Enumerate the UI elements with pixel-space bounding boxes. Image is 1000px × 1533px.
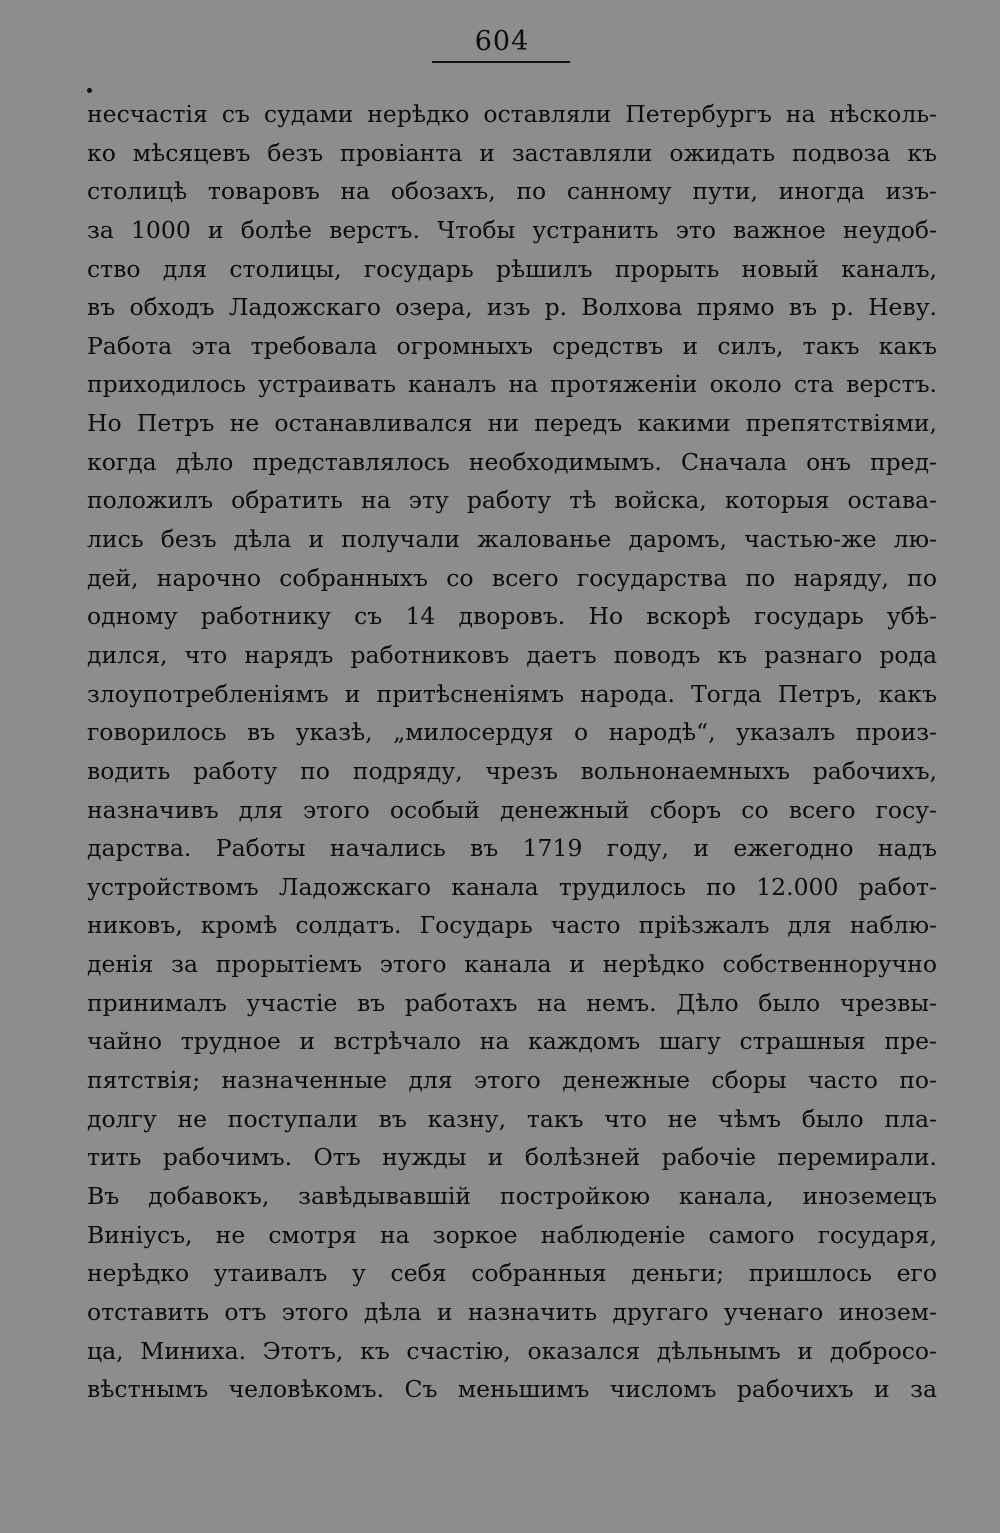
text-line: злоупотребленіямъ и притѣсненіямъ народа. Тогда Петръ, какъ: [87, 679, 937, 708]
text-line: ство для столицы, государь рѣшилъ прорыть новый каналъ,: [87, 254, 937, 283]
text-line: ца, Миниха. Этотъ, къ счастію, оказался дѣльнымъ и добросо-: [87, 1336, 937, 1365]
text-line: тить рабочимъ. Отъ нужды и болѣзней рабочіе перемирали.: [87, 1143, 937, 1172]
text-line: ко мѣсяцевъ безъ провіанта и заставляли ожидать подвоза къ: [87, 138, 937, 167]
text-line: устройствомъ Ладожскаго канала трудилось по 12.000 работ-: [87, 872, 937, 901]
text-line: положилъ обратить на эту работу тѣ войска, которыя остава-: [87, 486, 937, 515]
text-line: Но Петръ не останавливался ни передъ какими препятствіями,: [87, 409, 937, 438]
text-line: назначивъ для этого особый денежный сборъ со всего госу-: [87, 795, 937, 824]
text-line: водить работу по подряду, чрезъ вольнонаемныхъ рабочихъ,: [87, 756, 937, 785]
text-line: дей, нарочно собранныхъ со всего государства по наряду, по: [87, 563, 937, 592]
page-number-rule: [432, 61, 570, 63]
text-line: принималъ участіе въ работахъ на немъ. Дѣло было чрезвы-: [87, 988, 937, 1017]
text-line: въ обходъ Ладожскаго озера, изъ р. Волхова прямо въ р. Неву.: [87, 293, 937, 322]
text-line: дился, что нарядъ работниковъ даетъ поводъ къ разнаго рода: [87, 640, 937, 669]
text-line: Работа эта требовала огромныхъ средствъ и силъ, такъ какъ: [87, 331, 937, 360]
text-line: денія за прорытіемъ этого канала и нерѣдко собственноручно: [87, 950, 937, 979]
text-line: нерѣдко утаивалъ у себя собранныя деньги; пришлось его: [87, 1259, 937, 1288]
text-line: за 1000 и болѣе верстъ. Чтобы устранить это важное неудоб-: [87, 215, 937, 244]
print-speck: [87, 88, 92, 93]
text-line: никовъ, кромѣ солдатъ. Государь часто пріѣзжалъ для наблю-: [87, 911, 937, 940]
text-line: чайно трудное и встрѣчало на каждомъ шагу страшныя пре-: [87, 1027, 937, 1056]
text-line: Въ добавокъ, завѣдывавшій постройкою канала, иноземецъ: [87, 1181, 937, 1210]
text-line: пятствія; назначенные для этого денежные сборы часто по-: [87, 1066, 937, 1095]
body-text: [87, 95, 937, 1409]
text-line: приходилось устраивать каналъ на протяженіи около ста верстъ.: [87, 370, 937, 399]
page-number: 604: [474, 26, 530, 57]
text-line: лись безъ дѣла и получали жалованье даромъ, частью-же лю-: [87, 525, 937, 554]
text-line: долгу не поступали въ казну, такъ что не чѣмъ было пла-: [87, 1104, 937, 1133]
text-line: отставить отъ этого дѣла и назначить другаго ученаго инозем-: [87, 1297, 937, 1326]
text-line: Виніусъ, не смотря на зоркое наблюденіе самого государя,: [87, 1220, 937, 1249]
text-line: несчастія съ судами нерѣдко оставляли Петербургъ на нѣсколь-: [87, 100, 937, 128]
text-line: одному работнику съ 14 дворовъ. Но вскорѣ государь убѣ-: [87, 602, 937, 631]
text-line: говорилось въ указѣ, „милосердуя о народѣ“, указалъ произ-: [87, 718, 937, 747]
text-line: дарства. Работы начались въ 1719 году, и ежегодно надъ: [87, 834, 937, 863]
text-line: когда дѣло представлялось необходимымъ. Сначала онъ пред-: [87, 447, 937, 476]
text-line: столицѣ товаровъ на обозахъ, по санному пути, иногда изъ-: [87, 177, 937, 206]
text-line: вѣстнымъ человѣкомъ. Съ меньшимъ числомъ рабочихъ и за: [87, 1375, 937, 1404]
